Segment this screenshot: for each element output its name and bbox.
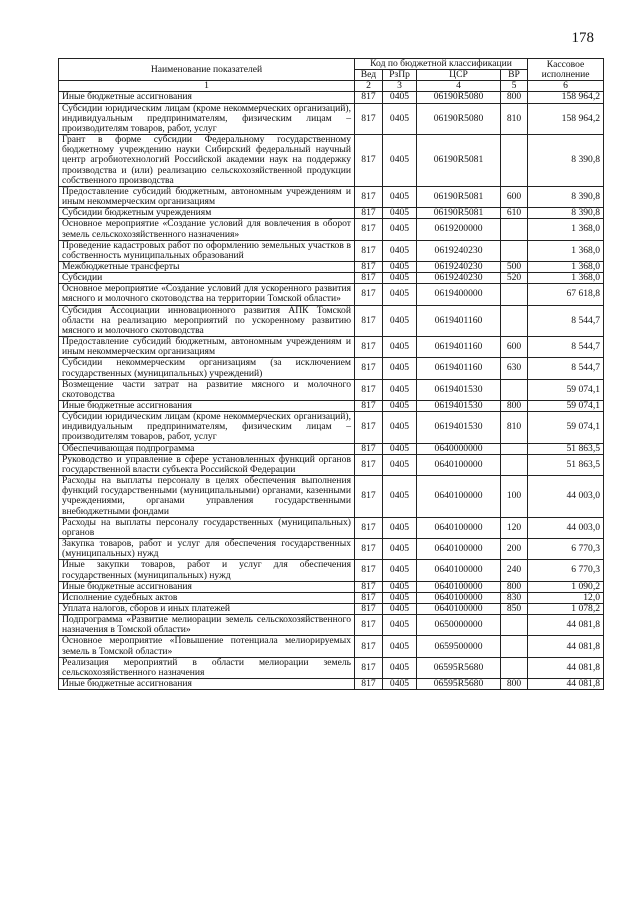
vr-code-cell [501, 135, 528, 187]
ved-code-cell: 817 [355, 379, 383, 400]
ved-code-cell: 817 [355, 337, 383, 358]
ved-code-cell: 817 [355, 284, 383, 305]
ved-code-cell: 817 [355, 208, 383, 219]
vr-code-cell: 600 [501, 337, 528, 358]
ved-code-cell: 817 [355, 401, 383, 412]
indicator-name-cell: Исполнение судебных актов [59, 592, 355, 603]
table-row [59, 539, 604, 560]
indicator-name-cell: Проведение кадастровых работ по оформлению земельных участков в собственность муниципальных образований [59, 240, 355, 261]
indicator-name-cell: Субсидии [59, 273, 355, 284]
rzpr-code-cell: 0405 [383, 358, 417, 379]
rzpr-code-cell: 0405 [383, 135, 417, 187]
rzpr-code-cell: 0405 [383, 679, 417, 690]
csr-code-cell: 0640000000 [417, 443, 501, 454]
table-row [59, 412, 604, 443]
rzpr-code-cell: 0405 [383, 657, 417, 678]
ved-code-cell: 817 [355, 358, 383, 379]
amount-cell: 59 074,1 [528, 379, 604, 400]
vr-code-cell: 810 [501, 412, 528, 443]
csr-code-cell: 0640100000 [417, 592, 501, 603]
table-row [59, 636, 604, 657]
vr-code-cell [501, 305, 528, 336]
header-ved: Вед [355, 70, 383, 81]
csr-code-cell: 0640100000 [417, 581, 501, 592]
amount-cell: 44 081,8 [528, 615, 604, 636]
table-row [59, 476, 604, 518]
amount-cell: 67 618,8 [528, 284, 604, 305]
indicator-name-cell: Возмещение части затрат на развитие мясного и молочного скотоводства [59, 379, 355, 400]
indicator-name-cell: Субсидии юридическим лицам (кроме некоммерческих организаций), индивидуальным предпринимателям, физическим лицам – производителям товаров, работ, услуг [59, 412, 355, 443]
amount-cell: 1 368,0 [528, 261, 604, 272]
index-cell: 5 [501, 81, 528, 92]
indicator-name-cell: Субсидия Ассоциации инновационного развития АПК Томской области на реализацию мероприятий по ускоренному развитию мясного и молочного скотоводства [59, 305, 355, 336]
rzpr-code-cell: 0405 [383, 401, 417, 412]
ved-code-cell: 817 [355, 454, 383, 475]
vr-code-cell [501, 615, 528, 636]
ved-code-cell: 817 [355, 412, 383, 443]
table-row [59, 592, 604, 603]
amount-cell: 1 368,0 [528, 240, 604, 261]
indicator-name-cell: Субсидии бюджетным учреждениям [59, 208, 355, 219]
vr-code-cell: 200 [501, 539, 528, 560]
amount-cell: 1 078,2 [528, 603, 604, 614]
amount-cell: 8 390,8 [528, 208, 604, 219]
rzpr-code-cell: 0405 [383, 636, 417, 657]
rzpr-code-cell: 0405 [383, 592, 417, 603]
csr-code-cell: 06190R5081 [417, 135, 501, 187]
csr-code-cell: 0619240230 [417, 240, 501, 261]
csr-code-cell: 0640100000 [417, 517, 501, 538]
amount-cell: 6 770,3 [528, 539, 604, 560]
indicator-name-cell: Обеспечивающая подпрограмма [59, 443, 355, 454]
vr-code-cell [501, 284, 528, 305]
header-csr: ЦСР [417, 70, 501, 81]
indicator-name-cell: Основное мероприятие «Повышение потенциала мелиорируемых земель в Томской области» [59, 636, 355, 657]
rzpr-code-cell: 0405 [383, 539, 417, 560]
ved-code-cell: 817 [355, 443, 383, 454]
budget-execution-table [58, 58, 604, 690]
rzpr-code-cell: 0405 [383, 273, 417, 284]
table-row [59, 240, 604, 261]
rzpr-code-cell: 0405 [383, 219, 417, 240]
vr-code-cell [501, 657, 528, 678]
rzpr-code-cell: 0405 [383, 603, 417, 614]
rzpr-code-cell: 0405 [383, 560, 417, 581]
table-row [59, 517, 604, 538]
csr-code-cell: 0640100000 [417, 454, 501, 475]
vr-code-cell: 800 [501, 581, 528, 592]
amount-cell: 44 003,0 [528, 517, 604, 538]
indicator-name-cell: Субсидии юридическим лицам (кроме некоммерческих организаций), индивидуальным предпринимателям, физическим лицам – производителям товаров, работ, услуг [59, 103, 355, 134]
header-rzpr: РзПр [383, 70, 417, 81]
rzpr-code-cell: 0405 [383, 443, 417, 454]
rzpr-code-cell: 0405 [383, 92, 417, 103]
header-vr: ВР [501, 70, 528, 81]
csr-code-cell: 0619401530 [417, 379, 501, 400]
ved-code-cell: 817 [355, 603, 383, 614]
index-cell: 1 [59, 81, 355, 92]
csr-code-cell: 06595R5680 [417, 657, 501, 678]
ved-code-cell: 817 [355, 273, 383, 284]
indicator-name-cell: Предоставление субсидий бюджетным, автономным учреждениям и иным некоммерческим организациям [59, 186, 355, 207]
table-row [59, 657, 604, 678]
vr-code-cell: 520 [501, 273, 528, 284]
amount-cell: 1 090,2 [528, 581, 604, 592]
table-row [59, 208, 604, 219]
ved-code-cell: 817 [355, 261, 383, 272]
header-amount-col: Кассовое исполнение [528, 59, 604, 81]
indicator-name-cell: Основное мероприятие «Создание условий для вовлечения в оборот земель сельскохозяйственного назначения» [59, 219, 355, 240]
amount-cell: 8 390,8 [528, 186, 604, 207]
ved-code-cell: 817 [355, 592, 383, 603]
ved-code-cell: 817 [355, 539, 383, 560]
indicator-name-cell: Иные бюджетные ассигнования [59, 401, 355, 412]
rzpr-code-cell: 0405 [383, 412, 417, 443]
rzpr-code-cell: 0405 [383, 103, 417, 134]
ved-code-cell: 817 [355, 103, 383, 134]
vr-code-cell: 120 [501, 517, 528, 538]
indicator-name-cell: Расходы на выплаты персоналу в целях обеспечения выполнения функций государственными (муниципальными) органами, казенными учреждениями, органами управления государственными внебюджетными фондами [59, 476, 355, 518]
amount-cell: 51 863,5 [528, 443, 604, 454]
table-row [59, 305, 604, 336]
vr-code-cell [501, 219, 528, 240]
vr-code-cell [501, 240, 528, 261]
vr-code-cell: 810 [501, 103, 528, 134]
ved-code-cell: 817 [355, 476, 383, 518]
vr-code-cell: 240 [501, 560, 528, 581]
header-name-col: Наименование показателей [59, 59, 355, 81]
ved-code-cell: 817 [355, 679, 383, 690]
index-cell: 2 [355, 81, 383, 92]
vr-code-cell: 850 [501, 603, 528, 614]
amount-cell: 8 544,7 [528, 358, 604, 379]
vr-code-cell: 500 [501, 261, 528, 272]
amount-cell: 44 081,8 [528, 657, 604, 678]
indicator-name-cell: Руководство и управление в сфере установленных функций органов государственной власти субъекта Российской Федерации [59, 454, 355, 475]
index-cell: 6 [528, 81, 604, 92]
vr-code-cell: 800 [501, 92, 528, 103]
ved-code-cell: 817 [355, 581, 383, 592]
amount-cell: 12,0 [528, 592, 604, 603]
page-number: 178 [571, 30, 594, 46]
vr-code-cell: 100 [501, 476, 528, 518]
vr-code-cell [501, 454, 528, 475]
indicator-name-cell: Предоставление субсидий бюджетным, автономным учреждениям и иным некоммерческим организациям [59, 337, 355, 358]
table-row [59, 581, 604, 592]
table-row [59, 679, 604, 690]
table-row [59, 358, 604, 379]
amount-cell: 44 003,0 [528, 476, 604, 518]
column-index-row [59, 81, 604, 92]
header-code-group: Код по бюджетной классификации [355, 59, 528, 70]
csr-code-cell: 0640100000 [417, 560, 501, 581]
table-row [59, 401, 604, 412]
table-body [59, 92, 604, 690]
rzpr-code-cell: 0405 [383, 305, 417, 336]
table-row [59, 103, 604, 134]
indicator-name-cell: Иные бюджетные ассигнования [59, 679, 355, 690]
amount-cell: 1 368,0 [528, 219, 604, 240]
amount-cell: 158 964,2 [528, 103, 604, 134]
csr-code-cell: 0619240230 [417, 261, 501, 272]
csr-code-cell: 0650000000 [417, 615, 501, 636]
rzpr-code-cell: 0405 [383, 240, 417, 261]
amount-cell: 158 964,2 [528, 92, 604, 103]
csr-code-cell: 0619400000 [417, 284, 501, 305]
indicator-name-cell: Иные закупки товаров, работ и услуг для обеспечения государственных (муниципальных) нужд [59, 560, 355, 581]
amount-cell: 6 770,3 [528, 560, 604, 581]
ved-code-cell: 817 [355, 219, 383, 240]
csr-code-cell: 0659500000 [417, 636, 501, 657]
indicator-name-cell: Закупка товаров, работ и услуг для обеспечения государственных (муниципальных) нужд [59, 539, 355, 560]
vr-code-cell [501, 636, 528, 657]
table-row [59, 615, 604, 636]
table-row [59, 560, 604, 581]
rzpr-code-cell: 0405 [383, 615, 417, 636]
rzpr-code-cell: 0405 [383, 517, 417, 538]
csr-code-cell: 0640100000 [417, 476, 501, 518]
csr-code-cell: 06190R5080 [417, 103, 501, 134]
csr-code-cell: 0619401160 [417, 305, 501, 336]
ved-code-cell: 817 [355, 186, 383, 207]
rzpr-code-cell: 0405 [383, 337, 417, 358]
rzpr-code-cell: 0405 [383, 454, 417, 475]
rzpr-code-cell: 0405 [383, 284, 417, 305]
indicator-name-cell: Реализация мероприятий в области мелиорации земель сельскохозяйственного назначения [59, 657, 355, 678]
amount-cell: 8 544,7 [528, 337, 604, 358]
csr-code-cell: 06190R5081 [417, 208, 501, 219]
table-row [59, 219, 604, 240]
table-row [59, 261, 604, 272]
csr-code-cell: 06190R5080 [417, 92, 501, 103]
rzpr-code-cell: 0405 [383, 186, 417, 207]
table-row [59, 273, 604, 284]
vr-code-cell: 800 [501, 679, 528, 690]
table-row [59, 135, 604, 187]
ved-code-cell: 817 [355, 92, 383, 103]
csr-code-cell: 0619200000 [417, 219, 501, 240]
ved-code-cell: 817 [355, 305, 383, 336]
indicator-name-cell: Субсидии некоммерческим организациям (за исключением государственных (муниципальных) учреждений) [59, 358, 355, 379]
table-row [59, 454, 604, 475]
rzpr-code-cell: 0405 [383, 379, 417, 400]
csr-code-cell: 0619401160 [417, 358, 501, 379]
indicator-name-cell: Уплата налогов, сборов и иных платежей [59, 603, 355, 614]
csr-code-cell: 06595R5680 [417, 679, 501, 690]
amount-cell: 8 390,8 [528, 135, 604, 187]
indicator-name-cell: Расходы на выплаты персоналу государственных (муниципальных) органов [59, 517, 355, 538]
ved-code-cell: 817 [355, 135, 383, 187]
table-row [59, 603, 604, 614]
index-cell: 4 [417, 81, 501, 92]
indicator-name-cell: Грант в форме субсидии Федеральному государственному бюджетному учреждению науки Сибирский федеральный научный центр агробиотехнологий Российской академии наук на поддержку производства и (или) реализацию сельскохозяйственной продукции собственного производства [59, 135, 355, 187]
amount-cell: 44 081,8 [528, 679, 604, 690]
csr-code-cell: 0619401530 [417, 401, 501, 412]
vr-code-cell [501, 443, 528, 454]
rzpr-code-cell: 0405 [383, 476, 417, 518]
csr-code-cell: 0619401530 [417, 412, 501, 443]
table-row [59, 337, 604, 358]
rzpr-code-cell: 0405 [383, 208, 417, 219]
indicator-name-cell: Иные бюджетные ассигнования [59, 92, 355, 103]
table-row [59, 379, 604, 400]
csr-code-cell: 0619401160 [417, 337, 501, 358]
vr-code-cell: 830 [501, 592, 528, 603]
amount-cell: 59 074,1 [528, 412, 604, 443]
ved-code-cell: 817 [355, 615, 383, 636]
csr-code-cell: 06190R5081 [417, 186, 501, 207]
vr-code-cell: 610 [501, 208, 528, 219]
rzpr-code-cell: 0405 [383, 581, 417, 592]
ved-code-cell: 817 [355, 560, 383, 581]
ved-code-cell: 817 [355, 517, 383, 538]
table-row [59, 284, 604, 305]
amount-cell: 8 544,7 [528, 305, 604, 336]
ved-code-cell: 817 [355, 240, 383, 261]
csr-code-cell: 0640100000 [417, 539, 501, 560]
ved-code-cell: 817 [355, 657, 383, 678]
table-row [59, 443, 604, 454]
amount-cell: 59 074,1 [528, 401, 604, 412]
vr-code-cell [501, 379, 528, 400]
indicator-name-cell: Основное мероприятие «Создание условий для ускоренного развития мясного и молочного скотоводства на территории Томской области» [59, 284, 355, 305]
ved-code-cell: 817 [355, 636, 383, 657]
indicator-name-cell: Подпрограмма «Развитие мелиорации земель сельскохозяйственного назначения в Томской области» [59, 615, 355, 636]
amount-cell: 1 368,0 [528, 273, 604, 284]
indicator-name-cell: Межбюджетные трансферты [59, 261, 355, 272]
table-row [59, 186, 604, 207]
rzpr-code-cell: 0405 [383, 261, 417, 272]
amount-cell: 51 863,5 [528, 454, 604, 475]
vr-code-cell: 600 [501, 186, 528, 207]
csr-code-cell: 0619240230 [417, 273, 501, 284]
csr-code-cell: 0640100000 [417, 603, 501, 614]
index-cell: 3 [383, 81, 417, 92]
table-row [59, 92, 604, 103]
amount-cell: 44 081,8 [528, 636, 604, 657]
vr-code-cell: 630 [501, 358, 528, 379]
indicator-name-cell: Иные бюджетные ассигнования [59, 581, 355, 592]
vr-code-cell: 800 [501, 401, 528, 412]
